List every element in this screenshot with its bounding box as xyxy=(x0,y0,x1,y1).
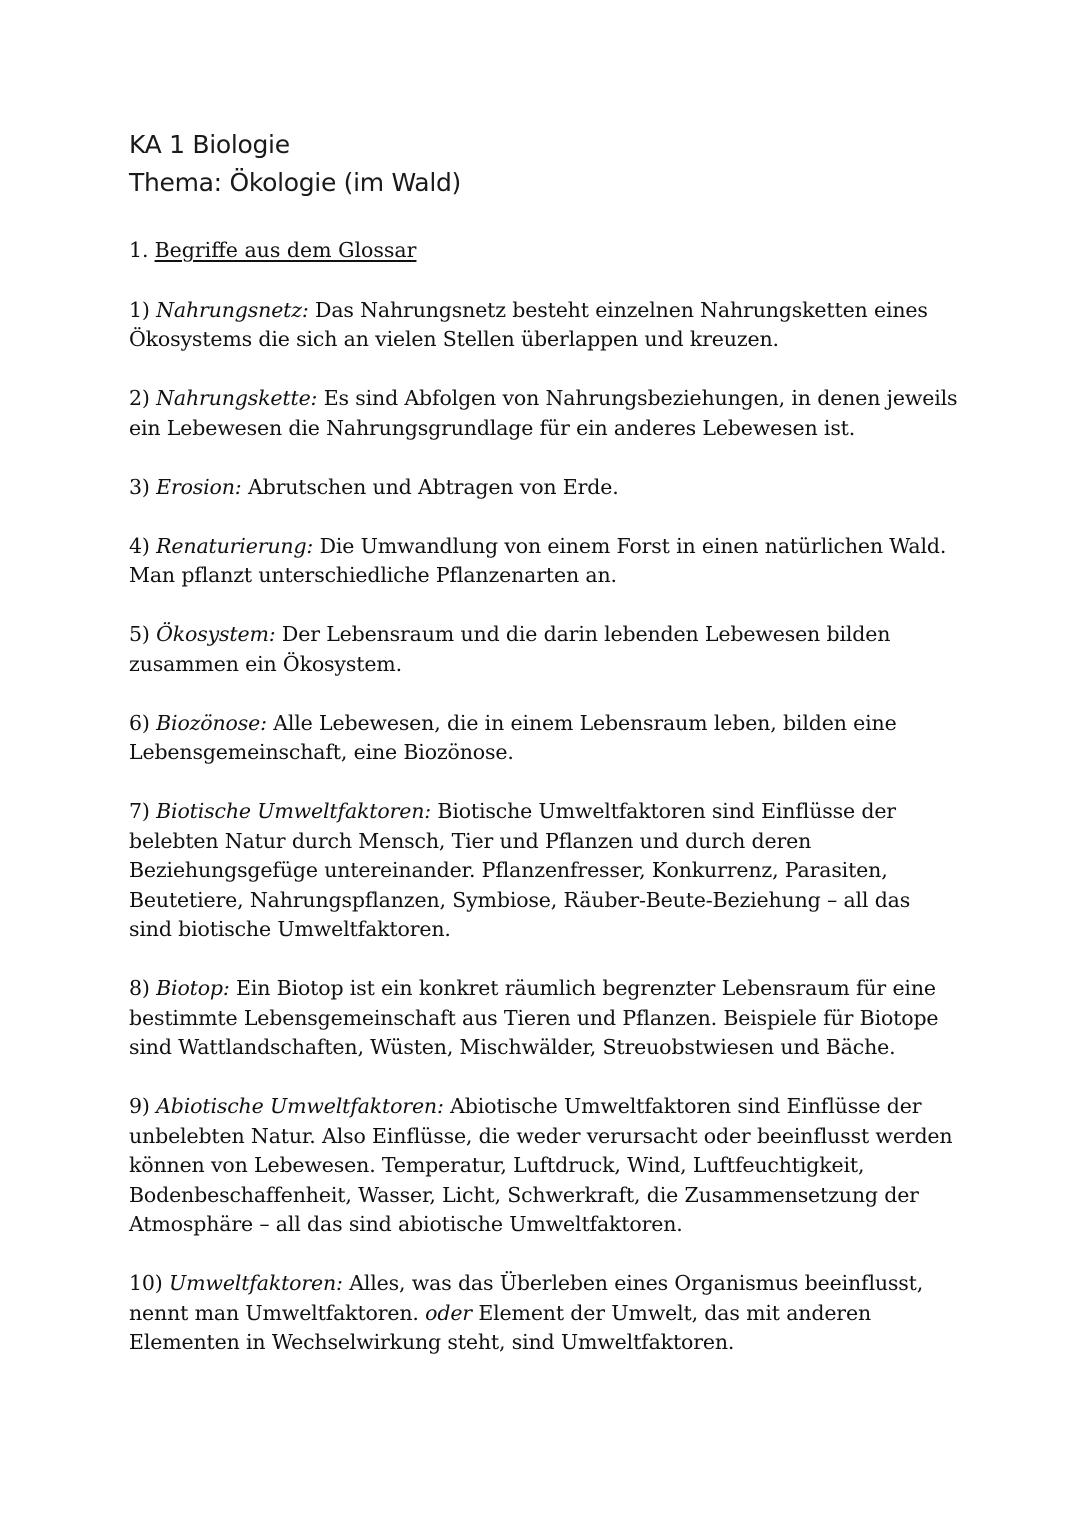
entry-number: 7) xyxy=(129,799,150,823)
glossary-entry xyxy=(129,620,959,679)
title-line-topic: Thema: Ökologie (im Wald) xyxy=(129,168,461,197)
entry-definition: Abrutschen und Abtragen von Erde. xyxy=(247,474,619,499)
entry-number: 8) xyxy=(129,976,150,1000)
glossary-entry xyxy=(129,532,959,591)
glossary-entry xyxy=(129,296,959,355)
glossary-entry xyxy=(129,709,959,768)
entry-number: 3) xyxy=(129,474,150,499)
entry-definition: Ein Biotop ist ein konkret räumlich begrenzter Lebensraum für eine bestimmte Lebensgemeinschaft aus Tieren und Pflanzen. Beispiele für Biotope sind Wattlandschaften, Wüsten, Mischwälder, Streuobstwiesen und Bäche. xyxy=(129,976,939,1059)
entry-term: Nahrungsnetz: xyxy=(156,297,309,322)
entry-term: Renaturierung: xyxy=(156,533,314,558)
glossary-entry xyxy=(129,974,959,1063)
glossary-entry xyxy=(129,797,959,945)
entry-term: Biotische Umweltfaktoren: xyxy=(156,799,432,823)
entry-definition: Die Umwandlung von einem Forst in einen natürlichen Wald. Man pflanzt unterschiedliche Pflanzenarten an. xyxy=(129,533,947,587)
entry-term: Umweltfaktoren: xyxy=(169,1271,343,1295)
entry-term: Biozönose: xyxy=(156,710,267,735)
title-line-subject: KA 1 Biologie xyxy=(129,130,290,159)
entry-number: 9) xyxy=(129,1094,150,1118)
entry-definition-alt: Element der Umwelt, das mit anderen Elementen in Wechselwirkung steht, sind Umweltfaktoren. xyxy=(129,1300,871,1354)
document-page xyxy=(129,126,959,1387)
entry-connector: oder xyxy=(425,1300,472,1325)
entry-definition: Biotische Umweltfaktoren sind Einflüsse der belebten Natur durch Mensch, Tier und Pflanzen und durch deren Beziehungsgefüge untereinander. Pflanzenfresser, Konkurrenz, Parasiten, Beutetiere, Nahrungspflanzen, Symbiose, Räuber-Beute-Beziehung – all das sind biotische Umweltfaktoren. xyxy=(129,799,911,941)
entry-term: Abiotische Umweltfaktoren: xyxy=(156,1094,444,1118)
entry-number: 1) xyxy=(129,297,150,322)
entry-number: 6) xyxy=(129,710,150,735)
entry-number: 4) xyxy=(129,533,150,558)
entry-definition: Abiotische Umweltfaktoren sind Einflüsse der unbelebten Natur. Also Einflüsse, die weder verursacht oder beeinflusst werden können von Lebewesen. Temperatur, Luftdruck, Wind, Luftfeuchtigkeit, Bodenbeschaffenheit, Wasser, Licht, Schwerkraft, die Zusammensetzung der Atmosphäre – all das sind abiotische Umweltfaktoren. xyxy=(129,1094,953,1236)
entry-number: 2) xyxy=(129,386,150,410)
entry-number: 10) xyxy=(129,1271,163,1295)
document-title xyxy=(129,126,959,202)
section-title: Begriffe aus dem Glossar xyxy=(154,238,417,262)
section-number: 1. xyxy=(129,238,149,262)
entry-number: 5) xyxy=(129,622,150,646)
entry-definition: Das Nahrungsnetz besteht einzelnen Nahrungsketten eines Ökosystems die sich an vielen Stellen überlappen und kreuzen. xyxy=(129,297,928,351)
glossary-entry xyxy=(129,1269,959,1358)
entry-term: Erosion: xyxy=(156,474,242,499)
glossary-list xyxy=(129,296,959,1358)
entry-definition: Der Lebensraum und die darin lebenden Lebewesen bilden zusammen ein Ökosystem. xyxy=(129,622,891,676)
entry-definition: Alles, was das Überleben eines Organismus beeinflusst, nennt man Umweltfaktoren. xyxy=(129,1271,924,1325)
glossary-entry xyxy=(129,384,959,443)
entry-definition: Alle Lebewesen, die in einem Lebensraum leben, bilden eine Lebensgemeinschaft, eine Biozönose. xyxy=(129,710,897,764)
glossary-entry xyxy=(129,1092,959,1240)
entry-definition: Es sind Abfolgen von Nahrungsbeziehungen, in denen jeweils ein Lebewesen die Nahrungsgrundlage für ein anderes Lebewesen ist. xyxy=(129,386,958,440)
entry-term: Nahrungskette: xyxy=(156,386,318,410)
entry-term: Ökosystem: xyxy=(156,622,276,646)
glossary-entry xyxy=(129,473,959,503)
entry-term: Biotop: xyxy=(156,976,230,1000)
section-heading xyxy=(129,236,959,266)
